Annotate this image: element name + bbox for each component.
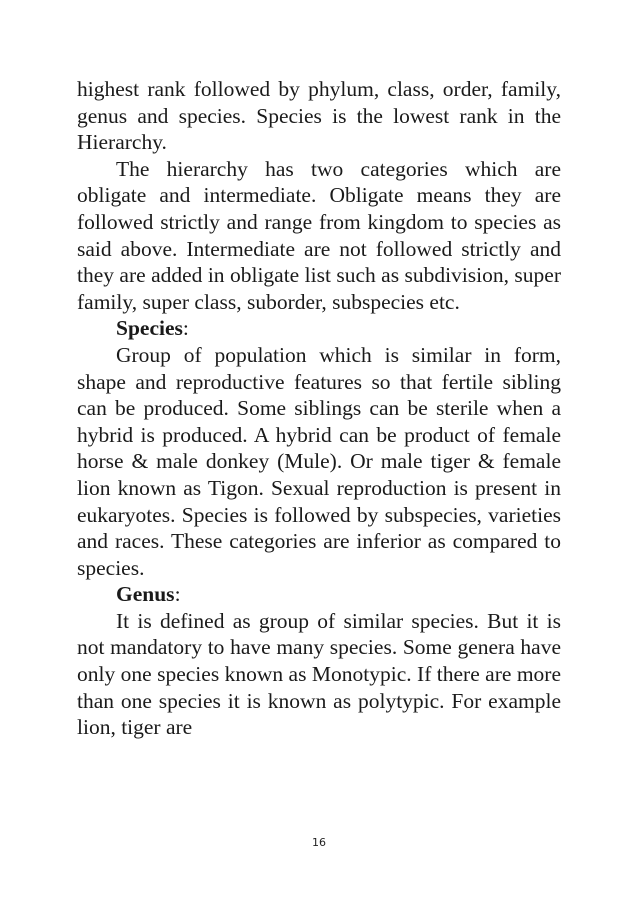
species-heading-colon: : [182,316,189,341]
paragraph-species: Group of population which is similar in form, shape and reproductive features so that fertile sibling can be produced. Some siblings can be sterile when a hybrid is produced. A hybrid can be product of female horse & male donkey (Mule). Or male tiger & female lion known as Tigon. Sexual reproduction is present in eukaryotes. Species is followed by subspecies, varieties and races. These categories are inferior as compared to species. [77,342,561,580]
paragraph-hierarchy-ranks: highest rank followed by phylum, class, order, family, genus and species. Species is the lowest rank in the Hierarchy. [77,77,561,155]
species-heading-text: Species [116,316,183,341]
genus-heading-colon: : [174,582,181,607]
paragraph-hierarchy-categories: The hierarchy has two categories which are obligate and intermediate. Obligate means they are followed strictly and range from kingdom to species as said above. Intermediate are not followed strictly and they are added in obligate list such as subdivision, super family, super class, suborder, subspecies etc. [77,156,561,314]
paragraph-genus: It is defined as group of similar species. But it is not mandatory to have many species. Some genera have only one species known as Monotypic. If there are more than one species it is known as polytypic. For example lion, tiger are [77,608,561,740]
section-heading-genus [77,581,561,608]
genus-heading-text: Genus [116,582,175,607]
page-number: 16 [312,836,326,849]
document-page [77,76,561,741]
section-heading-species [77,315,561,342]
